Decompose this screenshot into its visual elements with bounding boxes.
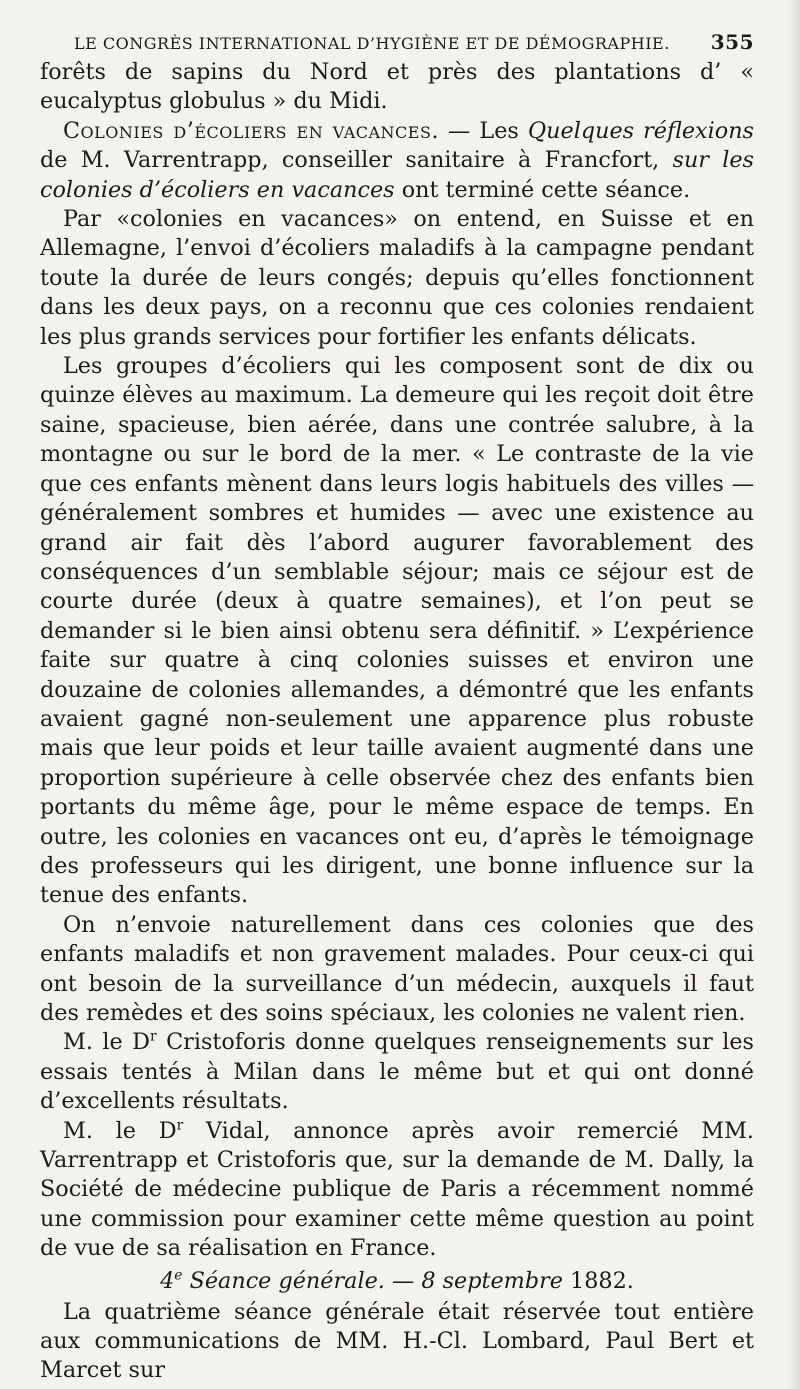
session-heading: [40, 1266, 754, 1296]
text-run: de M. Varrentrapp, conseiller sanitaire à Francfort,: [40, 147, 673, 174]
paragraph-cristoforis: [40, 1028, 754, 1116]
running-header: [40, 30, 754, 54]
session-date: 8 septembre: [421, 1267, 563, 1294]
paragraph-continuation: forêts de sapins du Nord et près des plantations d’ « eucalyptus globulus » du Midi.: [40, 59, 754, 115]
text-run: — Les: [439, 117, 528, 144]
text-run: ont terminé cette séance.: [394, 176, 691, 203]
italic-title: sur les colonies d’écoliers en vacances: [40, 147, 754, 203]
superscript: r: [176, 1117, 184, 1134]
paragraph-vidal: [40, 1117, 754, 1264]
text-run: Cristoforis donne quelques renseignements sur les essais tentés à Milan dans le même but et qui ont donné d’excellents résultats.: [40, 1029, 754, 1115]
session-year: 1882.: [562, 1267, 634, 1294]
running-title: LE CONGRÈS INTERNATIONAL D’HYGIÈNE ET DE DÉMOGRAPHIE.: [74, 34, 670, 53]
session-label: Séance générale.: [182, 1267, 385, 1294]
section-heading: Colonies d’écoliers en vacances.: [63, 117, 440, 144]
body-text: [40, 58, 754, 1386]
paragraph-colonies-intro: [40, 117, 754, 205]
text-run: M. le D: [63, 1117, 177, 1144]
page-number: 355: [710, 30, 754, 54]
paragraph-groups: Les groupes d’écoliers qui les composent sont de dix ou quinze élèves au maximum. La demeure qui les reçoit doit être saine, spacieuse, bien aérée, dans une contrée salubre, à la montagne ou sur le bord de la mer. « Le contraste de la vie que ces enfants mènent dans leurs logis habituels des villes — généralement sombres et humides — avec une existence au grand air fait dès l’abord augurer favorablement des conséquences d’un semblable séjour; mais ce séjour est de courte durée (deux à quatre semaines), et l’on peut se demander si le bien ainsi obtenu sera définitif. » L’expérience faite sur quatre à cinq colonies suisses et environ une douzaine de colonies allemandes, a démontré que les enfants avaient gagné non-seulement une apparence plus robuste mais que leur poids et leur taille avaient augmenté dans une proportion supérieure à celle observée chez des enfants bien portants du même âge, pour le même espace de temps. En outre, les colonies en vacances ont eu, d’après le témoignage des professeurs qui les dirigent, une bonne influence sur la tenue des enfants.: [40, 353, 754, 909]
superscript: r: [150, 1028, 157, 1045]
paragraph-definition: Par «colonies en vacances» on entend, en Suisse et en Allemagne, l’envoi d’écoliers maladifs à la campagne pendant toute la durée de leurs congés; depuis qu’elles fonctionnent dans les deux pays, on a reconnu que ces colonies rendaient les plus grands services pour fortifier les enfants délicats.: [40, 206, 754, 350]
text-run: M. le D: [63, 1029, 151, 1056]
text-run: Vidal, annonce après avoir remercié MM. Varrentrapp et Cristoforis que, sur la demande de M. Dally, la Société de médecine publique de Paris a récemment nommé une commission pour examiner cette même question au point de vue de sa réalisation en France.: [40, 1117, 755, 1262]
italic-title: Quelques réflexions: [527, 117, 754, 144]
superscript: e: [174, 1267, 183, 1284]
text-run: —: [384, 1267, 422, 1294]
session-number: 4: [160, 1267, 175, 1294]
paragraph-fourth-session: La quatrième séance générale était réservée tout entière aux communications de MM. H.-Cl. Lombard, Paul Bert et Marcet sur: [40, 1298, 754, 1384]
paragraph-sick-children: On n’envoie naturellement dans ces colonies que des enfants maladifs et non gravement malades. Pour ceux-ci qui ont besoin de la surveillance d’un médecin, auxquels il faut des remèdes et des soins spéciaux, les colonies ne valent rien.: [40, 911, 754, 1026]
